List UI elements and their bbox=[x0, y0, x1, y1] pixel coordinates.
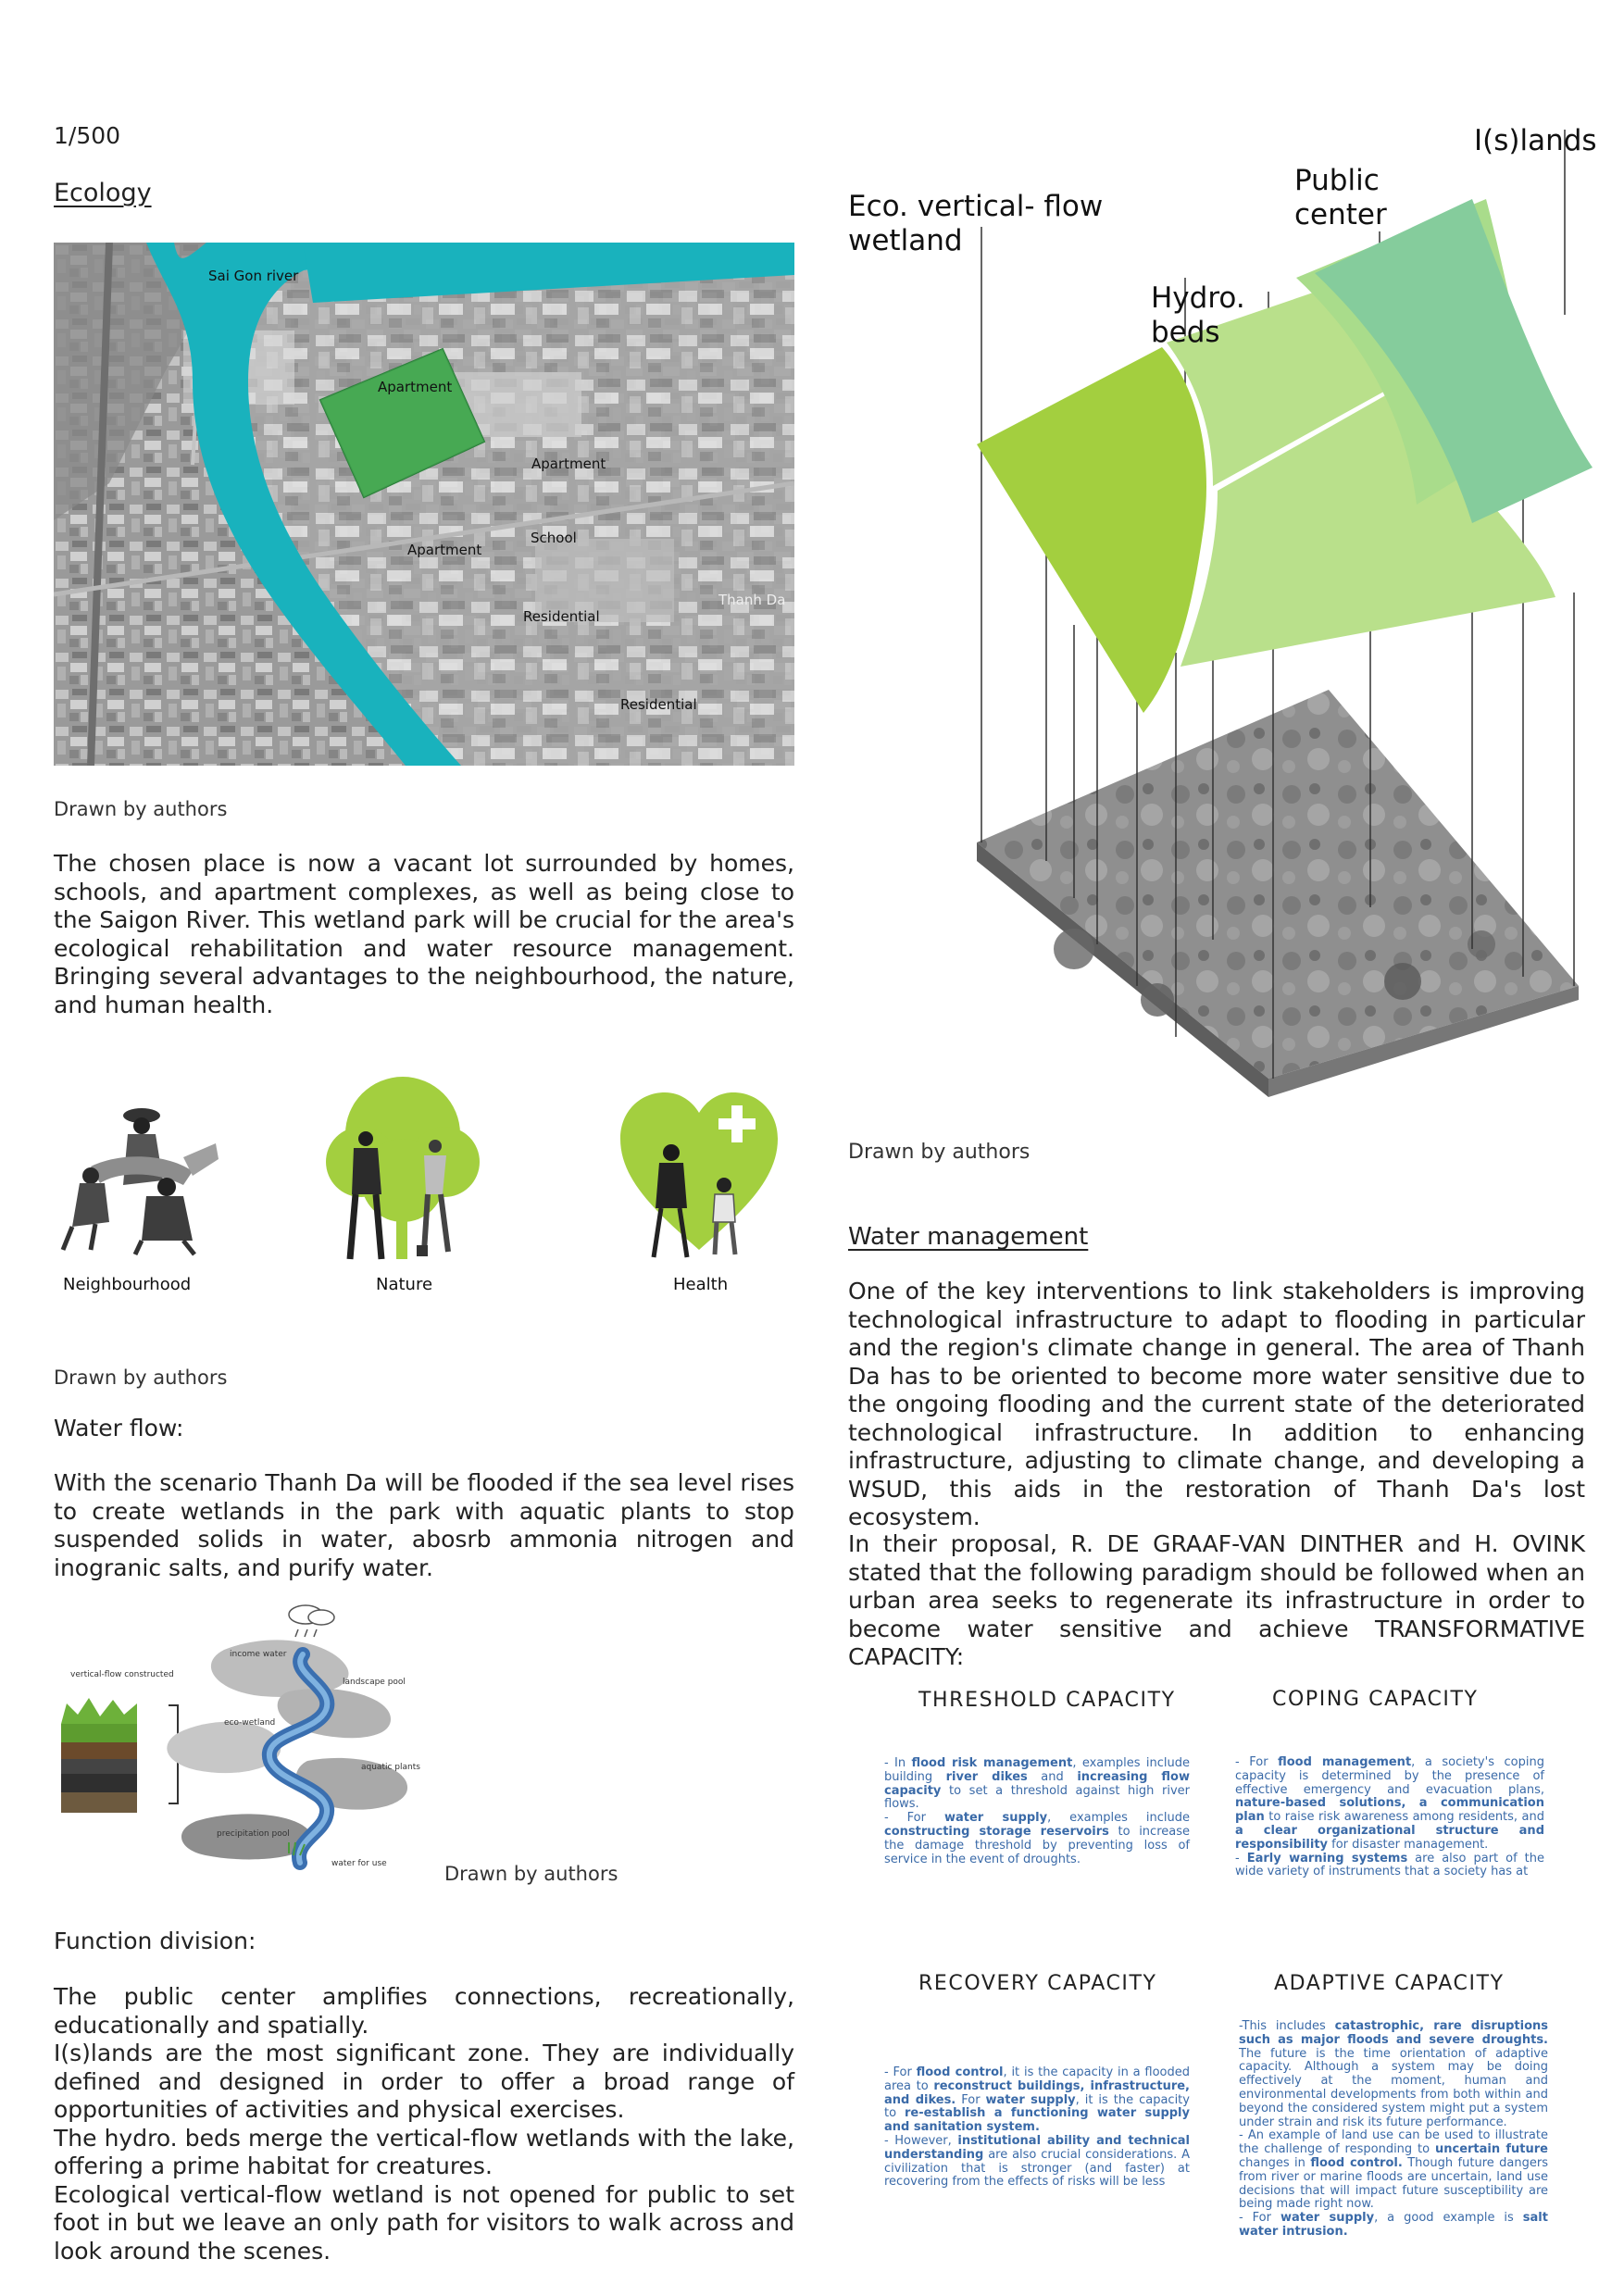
label-income-water: income water bbox=[230, 1650, 287, 1659]
water-management-paragraph1: One of the key interventions to link stakeholders is improving technological infrastructure to adapt to flooding in particular and the region's climate change in general. The area of Thanh Da has to be oriented to become more water sensitive due to the ongoing flooding and the current state of the deteriorated technological infrastructure. In addition to enhancing infrastructure, adjusting to climate change, and developing a WSUD, this aids in the restoration of Thanh Da's lost ecosystem. bbox=[848, 1278, 1585, 1530]
site-map-graphic bbox=[54, 243, 794, 766]
health-illustration bbox=[620, 1092, 778, 1264]
recovery-capacity-text: - For flood control, it is the capacity in a flooded area to reconstruct buildings, infrastructure, and dikes. For water supply, it is the capacity to re-establish a functioning water supply and sanitation system. - However, institutional ability and technical understanding are also crucial considerations. A civilization that is stronger (and faster) at recovering from the effects of risks will be less bbox=[884, 2065, 1191, 2190]
map-label-residential: Residential bbox=[523, 608, 600, 625]
map-label-residential: Residential bbox=[620, 696, 697, 713]
ecology-paragraph: The chosen place is now a vacant lot surrounded by homes, schools, and apartment complexes, as well as being close to the Saigon River. This wetland park will be crucial for the area's ecological rehabilitation and water resource management. Bringing several advantages to the neighbourhood, the nature, and human health. bbox=[54, 850, 794, 1018]
map-label-apartment: Apartment bbox=[407, 542, 482, 558]
map-label-school: School bbox=[531, 530, 577, 546]
coping-capacity-text: - For flood management, a society's coping capacity is determined by the presence of effective emergency and evacuation plans, nature-based solutions, a communication plan to raise risk awareness among residents, and a clear organizational structure and responsibility for disaster management. - Early warning systems are also part of the wide variety of instruments that a society has at bbox=[1235, 1755, 1544, 1879]
label-public-line2: center bbox=[1294, 198, 1387, 231]
label-public-center bbox=[1294, 164, 1387, 232]
map-label-apartment: Apartment bbox=[378, 379, 453, 395]
threshold-capacity-text: - In flood risk management, examples include building river dikes and increasing flow capacity to set a threshold against high river flows. - For water supply, examples include constructing storage reservoirs to increase the damage threshold by preventing loss of service in the event of droughts. bbox=[884, 1756, 1191, 1866]
water-flow-diagram bbox=[57, 1594, 446, 1872]
map-label-thanhda: Thanh Da bbox=[718, 592, 786, 608]
label-water-for-use: water for use bbox=[331, 1859, 387, 1868]
water-flow-paragraph: With the scenario Thanh Da will be flooded if the sea level rises to create wetlands in the park with aquatic plants to stop suspended solids in water, abosrb ammonia nitrogen and inogranic salts, and purify water. bbox=[54, 1469, 794, 1581]
layers-diagram bbox=[833, 111, 1593, 1120]
label-eco-line2: wetland bbox=[848, 224, 963, 257]
water-management-heading: Water management bbox=[848, 1223, 1089, 1251]
label-precipitation-pool: precipitation pool bbox=[217, 1829, 290, 1839]
water-management-paragraph2: In their proposal, R. DE GRAAF-VAN DINTHER and H. OVINK stated that the following paradigm should be followed when an urban area seeks to regenerate its infrastructure in order to become water sensitive and achieve TRANSFORMATIVE CAPACITY: bbox=[848, 1530, 1585, 1670]
label-public-line1: Public bbox=[1294, 164, 1380, 197]
nature-illustration bbox=[324, 1074, 481, 1264]
site-map bbox=[54, 243, 794, 766]
label-islands: I(s)lands bbox=[1474, 124, 1597, 157]
water-flow-title: Water flow: bbox=[54, 1415, 184, 1441]
health-label: Health bbox=[673, 1275, 729, 1294]
map-label-apartment: Apartment bbox=[531, 455, 606, 472]
label-vertical-flow: vertical-flow constructed bbox=[70, 1670, 174, 1679]
adaptive-capacity-text: -This includes catastrophic, rare disruptions such as major floods and severe droughts. The future is the time orientation of adaptive capacity. Although a system may be doing effectively at the moment, human and environmental developments from both within and beyond the considered system might put a system under strain and risk its future performance. - An example of land use can be used to illustrate the challenge of responding to uncertain future changes in flood control. Though future dangers from river or marine floods are uncertain, land use decisions that will impact future susceptibility are being made right now. - For water supply, a good example is salt water intrusion. bbox=[1239, 2019, 1548, 2239]
function-division-title: Function division: bbox=[54, 1928, 256, 1954]
label-hydro-line1: Hydro. bbox=[1151, 281, 1245, 315]
adaptive-capacity-title: ADAPTIVE CAPACITY bbox=[1274, 1972, 1505, 1995]
ecology-caption: Drawn by authors bbox=[54, 798, 228, 820]
benefits-caption: Drawn by authors bbox=[54, 1366, 228, 1389]
function-paragraph: The public center amplifies connections, recreationally, educationally and spatially. bbox=[54, 1983, 794, 2039]
label-eco-line1: Eco. vertical- flow bbox=[848, 190, 1104, 223]
label-aquatic-plants: aquatic plants bbox=[361, 1763, 420, 1772]
neighbourhood-illustration bbox=[54, 1102, 220, 1259]
nature-label: Nature bbox=[376, 1275, 433, 1294]
ecology-heading: Ecology bbox=[54, 179, 152, 207]
label-hydro-line2: beds bbox=[1151, 316, 1220, 349]
layers-caption: Drawn by authors bbox=[848, 1141, 1031, 1164]
water-flow-caption: Drawn by authors bbox=[444, 1863, 618, 1885]
scale-label: 1/500 bbox=[54, 122, 121, 149]
label-hydro-beds bbox=[1151, 281, 1245, 350]
function-paragraph: The hydro. beds merge the vertical-flow wetlands with the lake, offering a prime habitat for creatures. bbox=[54, 2124, 794, 2179]
threshold-capacity-title: THRESHOLD CAPACITY bbox=[918, 1689, 1176, 1712]
label-eco-wetland bbox=[848, 190, 1103, 258]
function-paragraph: Ecological vertical-flow wetland is not opened for public to set foot in but we leave an only path for visitors to walk across and look around the scenes. bbox=[54, 2180, 794, 2265]
eco-wetland-layer bbox=[977, 347, 1206, 713]
label-landscape-pool: landscape pool bbox=[343, 1678, 406, 1687]
neighbourhood-label: Neighbourhood bbox=[63, 1275, 192, 1294]
coping-capacity-title: COPING CAPACITY bbox=[1272, 1688, 1479, 1711]
label-eco-wetland: eco-wetland bbox=[224, 1718, 276, 1728]
recovery-capacity-title: RECOVERY CAPACITY bbox=[918, 1972, 1157, 1995]
map-label-river: Sai Gon river bbox=[208, 268, 299, 284]
function-paragraph: I(s)lands are the most significant zone. They are individually defined and designed in order to offer a broad range of opportunities of activities and physical exercises. bbox=[54, 2040, 794, 2123]
function-division-text bbox=[54, 1983, 794, 2265]
